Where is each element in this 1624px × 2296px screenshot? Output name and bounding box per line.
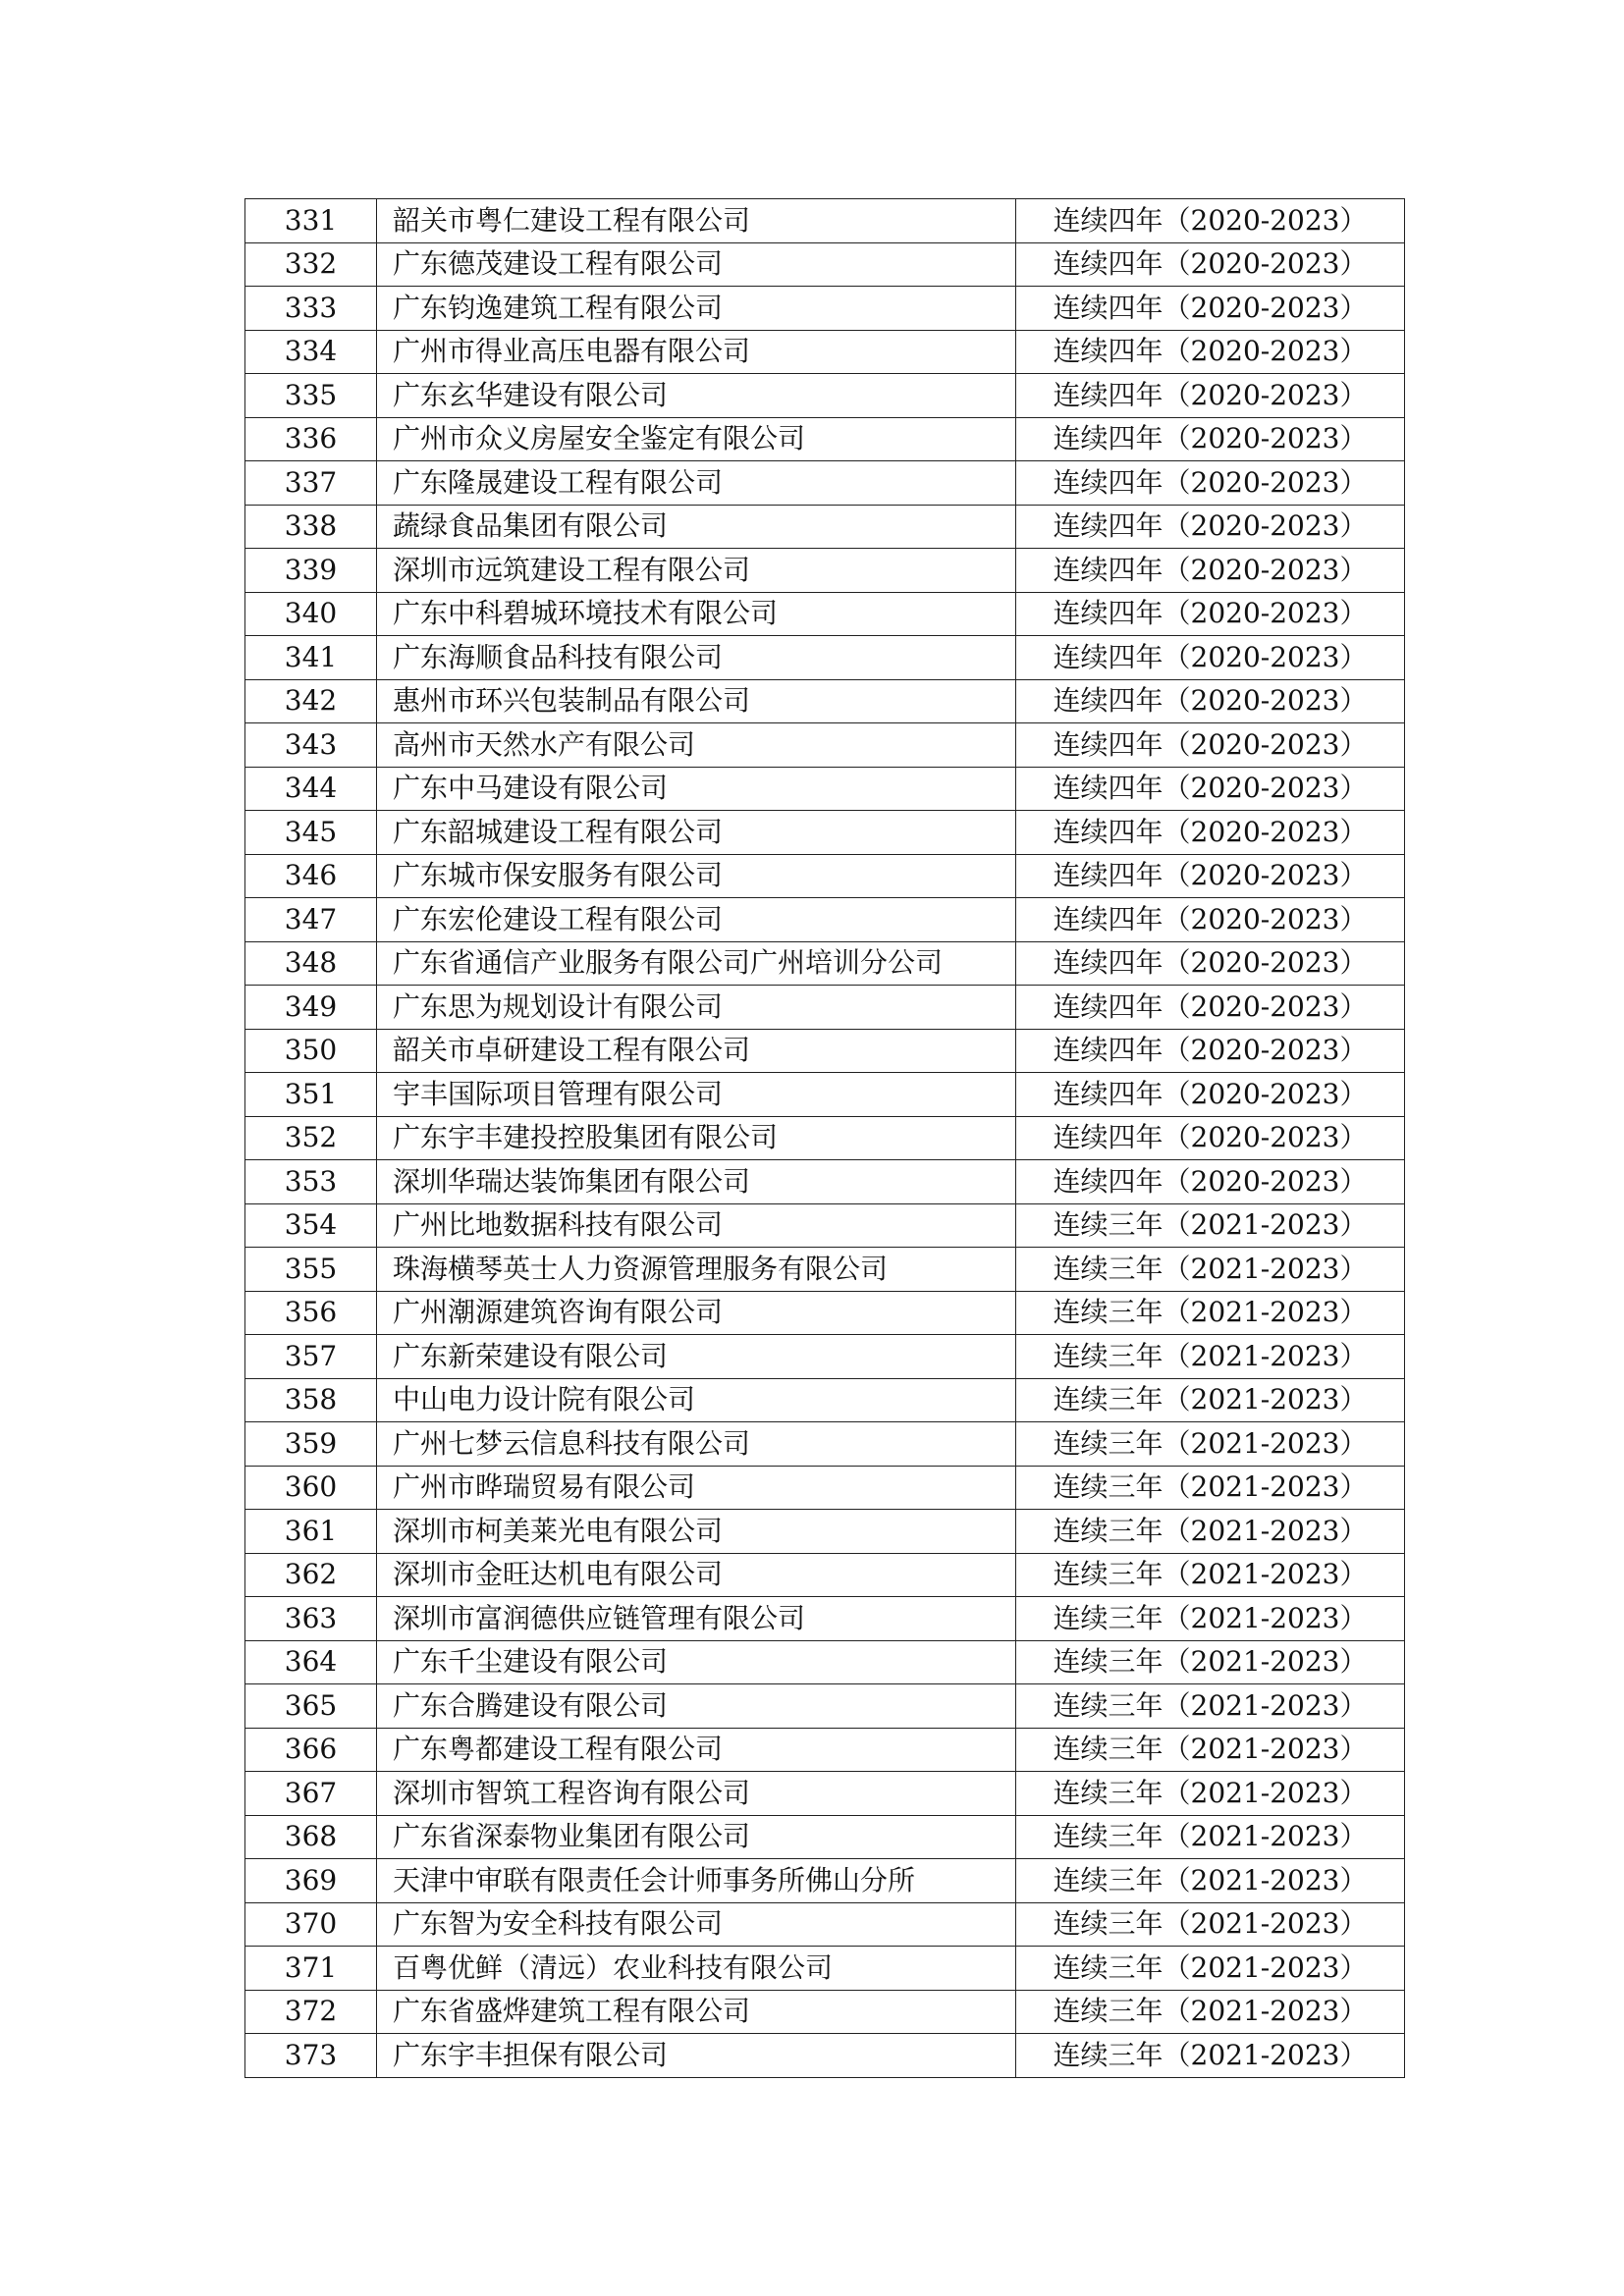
award-period: 连续四年（2020-2023） — [1016, 505, 1405, 549]
award-period: 连续四年（2020-2023） — [1016, 1160, 1405, 1204]
table-row — [245, 374, 1405, 418]
row-number: 347 — [245, 898, 377, 942]
company-name: 深圳市富润德供应链管理有限公司 — [377, 1597, 1016, 1641]
award-period: 连续三年（2021-2023） — [1016, 1378, 1405, 1422]
table-row — [245, 1553, 1405, 1597]
row-number: 356 — [245, 1291, 377, 1335]
company-name: 广东中马建设有限公司 — [377, 767, 1016, 811]
row-number: 366 — [245, 1728, 377, 1772]
award-period: 连续三年（2021-2023） — [1016, 1335, 1405, 1379]
award-period: 连续四年（2020-2023） — [1016, 1073, 1405, 1117]
award-period: 连续四年（2020-2023） — [1016, 898, 1405, 942]
table-row — [245, 854, 1405, 898]
row-number: 364 — [245, 1640, 377, 1684]
table-row — [245, 1510, 1405, 1554]
company-name: 广东钧逸建筑工程有限公司 — [377, 287, 1016, 331]
row-number: 344 — [245, 767, 377, 811]
company-name: 广东省盛烨建筑工程有限公司 — [377, 1990, 1016, 2034]
company-name: 广东粤都建设工程有限公司 — [377, 1728, 1016, 1772]
table-row — [245, 199, 1405, 243]
company-name: 韶关市粤仁建设工程有限公司 — [377, 199, 1016, 243]
row-number: 346 — [245, 854, 377, 898]
row-number: 362 — [245, 1553, 377, 1597]
company-name: 广东城市保安服务有限公司 — [377, 854, 1016, 898]
row-number: 348 — [245, 941, 377, 986]
award-period: 连续四年（2020-2023） — [1016, 679, 1405, 723]
row-number: 352 — [245, 1116, 377, 1160]
company-list-table — [244, 198, 1405, 2078]
table-row — [245, 1597, 1405, 1641]
award-period: 连续三年（2021-2023） — [1016, 1859, 1405, 1903]
award-period: 连续三年（2021-2023） — [1016, 2034, 1405, 2078]
award-period: 连续四年（2020-2023） — [1016, 199, 1405, 243]
award-period: 连续四年（2020-2023） — [1016, 986, 1405, 1030]
table-row — [245, 461, 1405, 506]
award-period: 连续四年（2020-2023） — [1016, 723, 1405, 768]
row-number: 354 — [245, 1203, 377, 1248]
award-period: 连续四年（2020-2023） — [1016, 592, 1405, 636]
row-number: 363 — [245, 1597, 377, 1641]
table-row — [245, 1378, 1405, 1422]
row-number: 367 — [245, 1772, 377, 1816]
table-row — [245, 1772, 1405, 1816]
row-number: 350 — [245, 1029, 377, 1073]
row-number: 338 — [245, 505, 377, 549]
table-row — [245, 1640, 1405, 1684]
row-number: 368 — [245, 1815, 377, 1859]
table-row — [245, 1291, 1405, 1335]
table-row — [245, 1728, 1405, 1772]
company-name: 广东宇丰担保有限公司 — [377, 2034, 1016, 2078]
award-period: 连续三年（2021-2023） — [1016, 1466, 1405, 1510]
table-row — [245, 898, 1405, 942]
award-period: 连续四年（2020-2023） — [1016, 854, 1405, 898]
table-row — [245, 242, 1405, 287]
row-number: 341 — [245, 636, 377, 680]
table-row — [245, 1859, 1405, 1903]
row-number: 351 — [245, 1073, 377, 1117]
table-row — [245, 767, 1405, 811]
award-period: 连续四年（2020-2023） — [1016, 549, 1405, 593]
award-period: 连续四年（2020-2023） — [1016, 1029, 1405, 1073]
award-period: 连续三年（2021-2023） — [1016, 1728, 1405, 1772]
row-number: 343 — [245, 723, 377, 768]
row-number: 337 — [245, 461, 377, 506]
company-name: 广州市晔瑞贸易有限公司 — [377, 1466, 1016, 1510]
row-number: 345 — [245, 811, 377, 855]
company-name: 高州市天然水产有限公司 — [377, 723, 1016, 768]
table-row — [245, 2034, 1405, 2078]
company-name: 广东省通信产业服务有限公司广州培训分公司 — [377, 941, 1016, 986]
award-period: 连续三年（2021-2023） — [1016, 1902, 1405, 1947]
award-period: 连续四年（2020-2023） — [1016, 461, 1405, 506]
company-name: 广东思为规划设计有限公司 — [377, 986, 1016, 1030]
row-number: 361 — [245, 1510, 377, 1554]
table-row — [245, 1029, 1405, 1073]
row-number: 332 — [245, 242, 377, 287]
company-name: 广东玄华建设有限公司 — [377, 374, 1016, 418]
row-number: 349 — [245, 986, 377, 1030]
row-number: 371 — [245, 1947, 377, 1991]
company-name: 广东千尘建设有限公司 — [377, 1640, 1016, 1684]
table-row — [245, 1203, 1405, 1248]
company-name: 广东新荣建设有限公司 — [377, 1335, 1016, 1379]
table-row — [245, 1466, 1405, 1510]
row-number: 360 — [245, 1466, 377, 1510]
company-name: 广州市得业高压电器有限公司 — [377, 330, 1016, 374]
table-row — [245, 287, 1405, 331]
company-name: 广东宇丰建投控股集团有限公司 — [377, 1116, 1016, 1160]
company-name: 广东隆晟建设工程有限公司 — [377, 461, 1016, 506]
row-number: 372 — [245, 1990, 377, 2034]
table-row — [245, 1902, 1405, 1947]
company-name: 广东中科碧城环境技术有限公司 — [377, 592, 1016, 636]
company-name: 广州比地数据科技有限公司 — [377, 1203, 1016, 1248]
table-row — [245, 505, 1405, 549]
award-period: 连续三年（2021-2023） — [1016, 1248, 1405, 1292]
award-period: 连续三年（2021-2023） — [1016, 1684, 1405, 1729]
award-period: 连续三年（2021-2023） — [1016, 1640, 1405, 1684]
table-row — [245, 986, 1405, 1030]
company-name: 深圳市远筑建设工程有限公司 — [377, 549, 1016, 593]
award-period: 连续三年（2021-2023） — [1016, 1510, 1405, 1554]
award-period: 连续三年（2021-2023） — [1016, 1553, 1405, 1597]
row-number: 355 — [245, 1248, 377, 1292]
award-period: 连续三年（2021-2023） — [1016, 1597, 1405, 1641]
row-number: 357 — [245, 1335, 377, 1379]
table-row — [245, 1116, 1405, 1160]
row-number: 333 — [245, 287, 377, 331]
table-row — [245, 1248, 1405, 1292]
award-period: 连续四年（2020-2023） — [1016, 417, 1405, 461]
company-name: 宇丰国际项目管理有限公司 — [377, 1073, 1016, 1117]
table-row — [245, 1073, 1405, 1117]
award-period: 连续三年（2021-2023） — [1016, 1203, 1405, 1248]
row-number: 359 — [245, 1422, 377, 1467]
award-period: 连续四年（2020-2023） — [1016, 287, 1405, 331]
company-name: 深圳市智筑工程咨询有限公司 — [377, 1772, 1016, 1816]
company-name: 韶关市卓研建设工程有限公司 — [377, 1029, 1016, 1073]
company-name: 珠海横琴英士人力资源管理服务有限公司 — [377, 1248, 1016, 1292]
award-period: 连续四年（2020-2023） — [1016, 330, 1405, 374]
award-period: 连续四年（2020-2023） — [1016, 374, 1405, 418]
row-number: 331 — [245, 199, 377, 243]
company-name: 蔬绿食品集团有限公司 — [377, 505, 1016, 549]
award-period: 连续三年（2021-2023） — [1016, 1947, 1405, 1991]
company-name: 广东智为安全科技有限公司 — [377, 1902, 1016, 1947]
table-row — [245, 636, 1405, 680]
table-row — [245, 330, 1405, 374]
row-number: 339 — [245, 549, 377, 593]
row-number: 358 — [245, 1378, 377, 1422]
company-name: 天津中审联有限责任会计师事务所佛山分所 — [377, 1859, 1016, 1903]
company-name: 广州七梦云信息科技有限公司 — [377, 1422, 1016, 1467]
award-period: 连续三年（2021-2023） — [1016, 1422, 1405, 1467]
company-name: 广东海顺食品科技有限公司 — [377, 636, 1016, 680]
row-number: 365 — [245, 1684, 377, 1729]
company-name: 广东宏伦建设工程有限公司 — [377, 898, 1016, 942]
company-name: 惠州市环兴包装制品有限公司 — [377, 679, 1016, 723]
table-row — [245, 1422, 1405, 1467]
row-number: 334 — [245, 330, 377, 374]
table-row — [245, 1990, 1405, 2034]
row-number: 370 — [245, 1902, 377, 1947]
award-period: 连续三年（2021-2023） — [1016, 1291, 1405, 1335]
company-name: 广东韶城建设工程有限公司 — [377, 811, 1016, 855]
award-period: 连续三年（2021-2023） — [1016, 1990, 1405, 2034]
award-period: 连续三年（2021-2023） — [1016, 1772, 1405, 1816]
company-name: 百粤优鲜（清远）农业科技有限公司 — [377, 1947, 1016, 1991]
table-row — [245, 417, 1405, 461]
company-name: 深圳华瑞达装饰集团有限公司 — [377, 1160, 1016, 1204]
table-row — [245, 1947, 1405, 1991]
table-row — [245, 811, 1405, 855]
table-row — [245, 1815, 1405, 1859]
table-row — [245, 592, 1405, 636]
row-number: 342 — [245, 679, 377, 723]
row-number: 335 — [245, 374, 377, 418]
company-name: 广东合腾建设有限公司 — [377, 1684, 1016, 1729]
company-name: 广东德茂建设工程有限公司 — [377, 242, 1016, 287]
award-period: 连续四年（2020-2023） — [1016, 811, 1405, 855]
table-row — [245, 549, 1405, 593]
company-name: 中山电力设计院有限公司 — [377, 1378, 1016, 1422]
table-row — [245, 941, 1405, 986]
table-row — [245, 1684, 1405, 1729]
row-number: 353 — [245, 1160, 377, 1204]
award-period: 连续四年（2020-2023） — [1016, 1116, 1405, 1160]
award-period: 连续四年（2020-2023） — [1016, 767, 1405, 811]
row-number: 336 — [245, 417, 377, 461]
company-name: 深圳市柯美莱光电有限公司 — [377, 1510, 1016, 1554]
table-row — [245, 1160, 1405, 1204]
table-row — [245, 679, 1405, 723]
award-period: 连续四年（2020-2023） — [1016, 636, 1405, 680]
company-name: 广东省深泰物业集团有限公司 — [377, 1815, 1016, 1859]
award-period: 连续四年（2020-2023） — [1016, 242, 1405, 287]
row-number: 340 — [245, 592, 377, 636]
table-body — [245, 199, 1405, 2078]
award-period: 连续三年（2021-2023） — [1016, 1815, 1405, 1859]
table-row — [245, 1335, 1405, 1379]
row-number: 373 — [245, 2034, 377, 2078]
company-name: 广州潮源建筑咨询有限公司 — [377, 1291, 1016, 1335]
company-name: 深圳市金旺达机电有限公司 — [377, 1553, 1016, 1597]
award-period: 连续四年（2020-2023） — [1016, 941, 1405, 986]
company-name: 广州市众义房屋安全鉴定有限公司 — [377, 417, 1016, 461]
table-row — [245, 723, 1405, 768]
row-number: 369 — [245, 1859, 377, 1903]
